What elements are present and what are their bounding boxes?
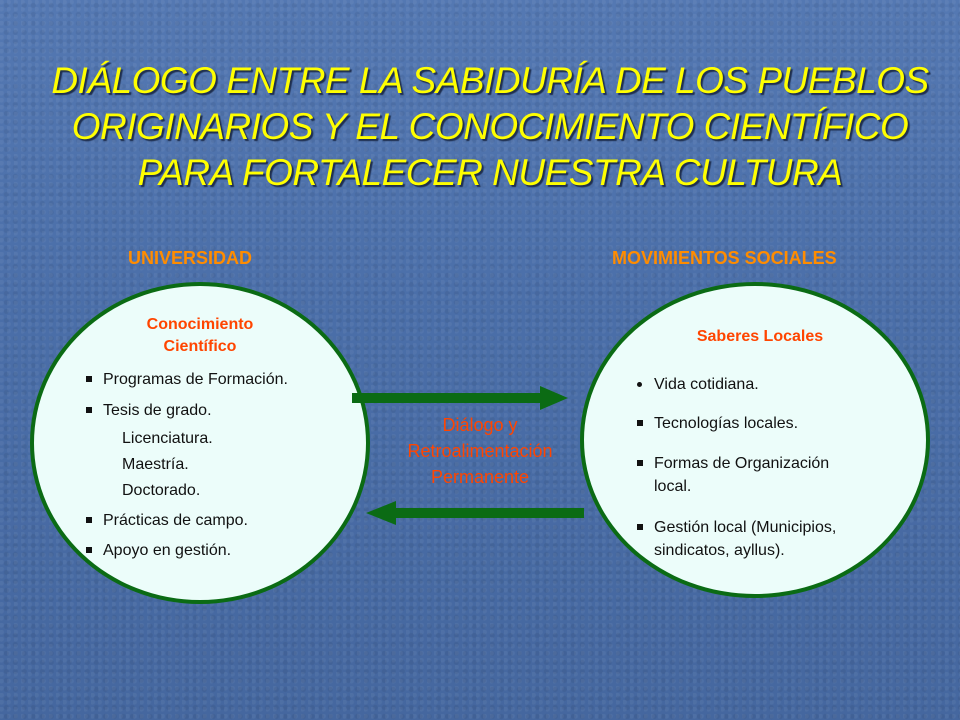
left-item-practicas: Prácticas de campo. (103, 512, 248, 529)
arrow-left-icon (366, 501, 584, 525)
left-subitem-maestria: Maestría. (122, 456, 189, 473)
title-line-1: DIÁLOGO ENTRE LA SABIDURÍA DE LOS PUEBLOS (51, 60, 929, 101)
right-item-formas-organizacion: Formas de Organización (654, 455, 830, 472)
arrow-right-icon (352, 386, 568, 410)
right-item-formas-organizacion-cont: local. (654, 478, 692, 495)
right-item-gestion-local-cont: sindicatos, ayllus). (654, 542, 785, 559)
left-subitem-licenciatura: Licenciatura. (122, 430, 213, 447)
left-item-programas: Programas de Formación. (103, 371, 288, 388)
conocimiento-cientifico-heading: Conocimiento Científico (146, 316, 254, 355)
left-subitem-doctorado: Doctorado. (122, 482, 201, 499)
right-item-vida-cotidiana: Vida cotidiana. (654, 376, 759, 393)
saberes-locales-heading: Saberes Locales (696, 328, 824, 345)
universidad-label: UNIVERSIDAD (128, 248, 253, 268)
left-item-tesis: Tesis de grado. (103, 402, 212, 419)
dialogo-retroalimentacion-text: Diálogo y Retroalimentación Permanente (407, 415, 553, 487)
movimientos-sociales-label: MOVIMIENTOS SOCIALES (612, 248, 837, 268)
left-item-apoyo: Apoyo en gestión. (103, 542, 232, 559)
title-line-3: PARA FORTALECER NUESTRA CULTURA (137, 152, 843, 193)
title-line-2: ORIGINARIOS Y EL CONOCIMIENTO CIENTÍFICO (71, 106, 909, 147)
right-item-tecnologias: Tecnologías locales. (654, 415, 799, 432)
right-item-gestion-local: Gestión local (Municipios, (654, 519, 837, 536)
